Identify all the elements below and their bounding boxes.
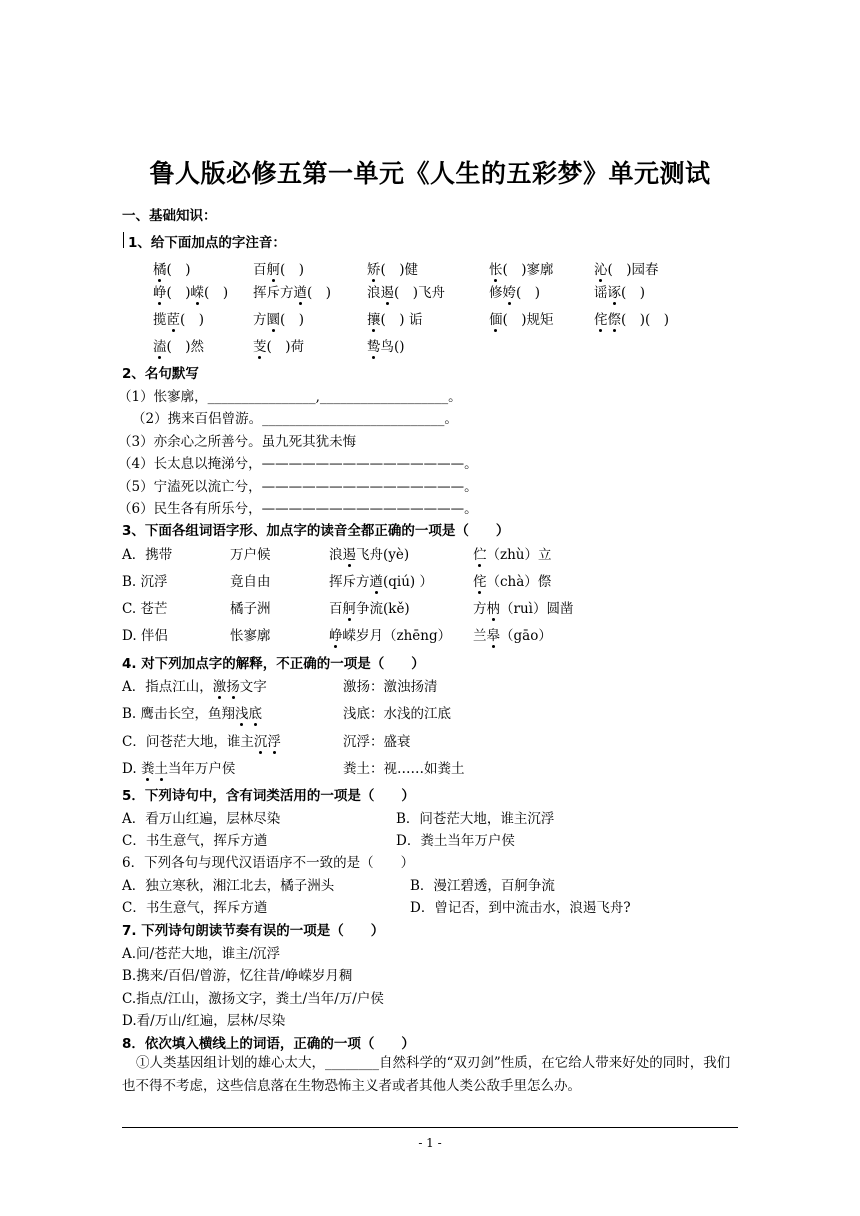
question-4-heading: 4. 对下列加点字的解释，不正确的一项是（ ） xyxy=(122,656,425,672)
pinyin-item: 方圜( ) xyxy=(253,308,304,328)
option-word: D. 伴侣 xyxy=(122,628,168,644)
page-number: - 1 - xyxy=(418,1136,442,1150)
option-explanation: 激扬：激浊扬清 xyxy=(343,679,438,695)
recitation-line: （3）亦余心之所善兮。虽九死其犹未悔 xyxy=(118,434,357,450)
pinyin-item: 浪遏( )飞舟 xyxy=(367,281,445,301)
question-3-heading: 3、下面各组词语字形、加点字的读音全都正确的一项是（ ） xyxy=(122,523,510,539)
option-explanation: 沉浮：盛衰 xyxy=(343,734,411,750)
question-8-heading: 8．依次填入横线上的词语，正确的一项（ ） xyxy=(122,1036,415,1052)
option-sentence: A．指点江山，激扬文字 xyxy=(122,675,267,695)
question-6-heading: 6．下列各句与现代汉语语序不一致的是（ ） xyxy=(122,855,415,871)
recitation-line: （4）长太息以掩涕兮，———————————————。 xyxy=(118,456,478,472)
pinyin-item: 橘( ) xyxy=(153,258,191,278)
rhythm-option: B.携来/百侣/曾游，忆往昔/峥嵘岁月稠 xyxy=(122,968,353,984)
option-sentence: D．粪土当年万户侯 xyxy=(396,833,515,849)
option-word: 百舸争流(kě) xyxy=(329,597,410,617)
option-word: 万户候 xyxy=(230,547,271,563)
pinyin-item: 侘傺( )( ) xyxy=(594,308,669,328)
option-sentence: B．漫江碧透，百舸争流 xyxy=(410,878,555,894)
option-sentence: A．看万山红遍，层林尽染 xyxy=(122,811,281,827)
option-sentence: A．独立寒秋，湘江北去，橘子洲头 xyxy=(122,878,335,894)
question-2-heading: 2、名句默写 xyxy=(122,366,199,382)
recitation-line: （1）怅寥廓，________________,___________________。 xyxy=(118,389,462,405)
option-word: 伫（zhù）立 xyxy=(473,543,552,563)
question-1-heading: 1、给下面加点的字注音： xyxy=(128,235,286,251)
option-word: 兰皋（gāo） xyxy=(473,624,552,644)
rhythm-option: A.问/苍茫大地，谁主/沉浮 xyxy=(122,946,281,962)
pinyin-item: 攘( ) 诟 xyxy=(367,308,422,328)
option-word: 橘子洲 xyxy=(230,601,271,617)
pinyin-item: 百舸( ) xyxy=(253,258,304,278)
option-word: 方枘（ruì）圆凿 xyxy=(473,597,573,617)
option-word: 挥斥方遒(qiú) ） xyxy=(329,570,433,590)
option-sentence: C．书生意气，挥斥方遒 xyxy=(122,900,268,916)
pinyin-item: 谣诼( ) xyxy=(594,281,645,301)
pinyin-item: 修姱( ) xyxy=(489,281,540,301)
rhythm-option: D.看/万山/红遍，层林/尽染 xyxy=(122,1013,286,1029)
footer-rule xyxy=(122,1127,738,1128)
pinyin-item: 怅( )寥廓 xyxy=(489,258,554,278)
question-5-heading: 5．下列诗句中，含有词类活用的一项是（ ） xyxy=(122,788,415,804)
option-word: 侘（chà）傺 xyxy=(473,570,551,590)
option-word: B. 沉浮 xyxy=(122,574,168,590)
option-explanation: 浅底：水浅的江底 xyxy=(343,706,451,722)
document-title: 鲁人版必修五第一单元《人生的五彩梦》单元测试 xyxy=(149,159,711,188)
pinyin-item: 溘( )然 xyxy=(153,335,204,355)
rhythm-option: C.指点/江山，激扬文字，粪土/当年/万/户侯 xyxy=(122,991,384,1007)
option-word: 竟自由 xyxy=(230,574,271,590)
question-8-paragraph: ①人类基因组计划的雄心太大，________自然科学的“双刃剑”性质，在它给人带来好处的同时，我们也不得不考虑，这些信息落在生物恐怖主义者或者其他人类公敌手里怎么办。 xyxy=(122,1055,731,1094)
pinyin-item: 芰( )荷 xyxy=(253,335,304,355)
option-word: A．携带 xyxy=(122,547,173,563)
pinyin-item: 矫( )健 xyxy=(367,258,418,278)
option-word: 浪遏飞舟(yè) xyxy=(329,543,409,563)
recitation-line: （6）民生各有所乐兮，———————————————。 xyxy=(118,501,478,517)
option-word: C. 苍芒 xyxy=(122,601,168,617)
option-explanation: 粪土：视……如粪土 xyxy=(343,761,465,777)
option-sentence: D. 粪土当年万户侯 xyxy=(122,757,235,777)
option-word: 峥嵘岁月（zhēng） xyxy=(329,624,451,644)
pinyin-item: 沁( )园春 xyxy=(594,258,659,278)
option-sentence: D．曾记否，到中流击水，浪遏飞舟? xyxy=(410,900,631,916)
text-cursor xyxy=(123,232,124,248)
option-sentence: B．问苍茫大地，谁主沉浮 xyxy=(396,811,555,827)
pinyin-item: 偭( )规矩 xyxy=(489,308,554,328)
pinyin-item: 挥斥方遒( ) xyxy=(253,281,331,301)
pinyin-item: 鸷鸟() xyxy=(367,335,405,355)
pinyin-item: 揽茝( ) xyxy=(153,308,204,328)
pinyin-item: 峥( )嵘( ) xyxy=(153,281,228,301)
option-word: 怅寥廓 xyxy=(230,628,271,644)
option-sentence: C．问苍茫大地，谁主沉浮 xyxy=(122,730,281,750)
option-sentence: B. 鹰击长空，鱼翔浅底 xyxy=(122,702,262,722)
option-sentence: C．书生意气，挥斥方遒 xyxy=(122,833,268,849)
recitation-line: （5）宁溘死以流亡兮，———————————————。 xyxy=(118,479,478,495)
section-heading: 一、基础知识： xyxy=(122,208,217,224)
question-7-heading: 7. 下列诗句朗读节奏有误的一项是（ ） xyxy=(122,923,385,939)
recitation-line: （2）携来百侣曾游。___________________________。 xyxy=(132,411,458,427)
